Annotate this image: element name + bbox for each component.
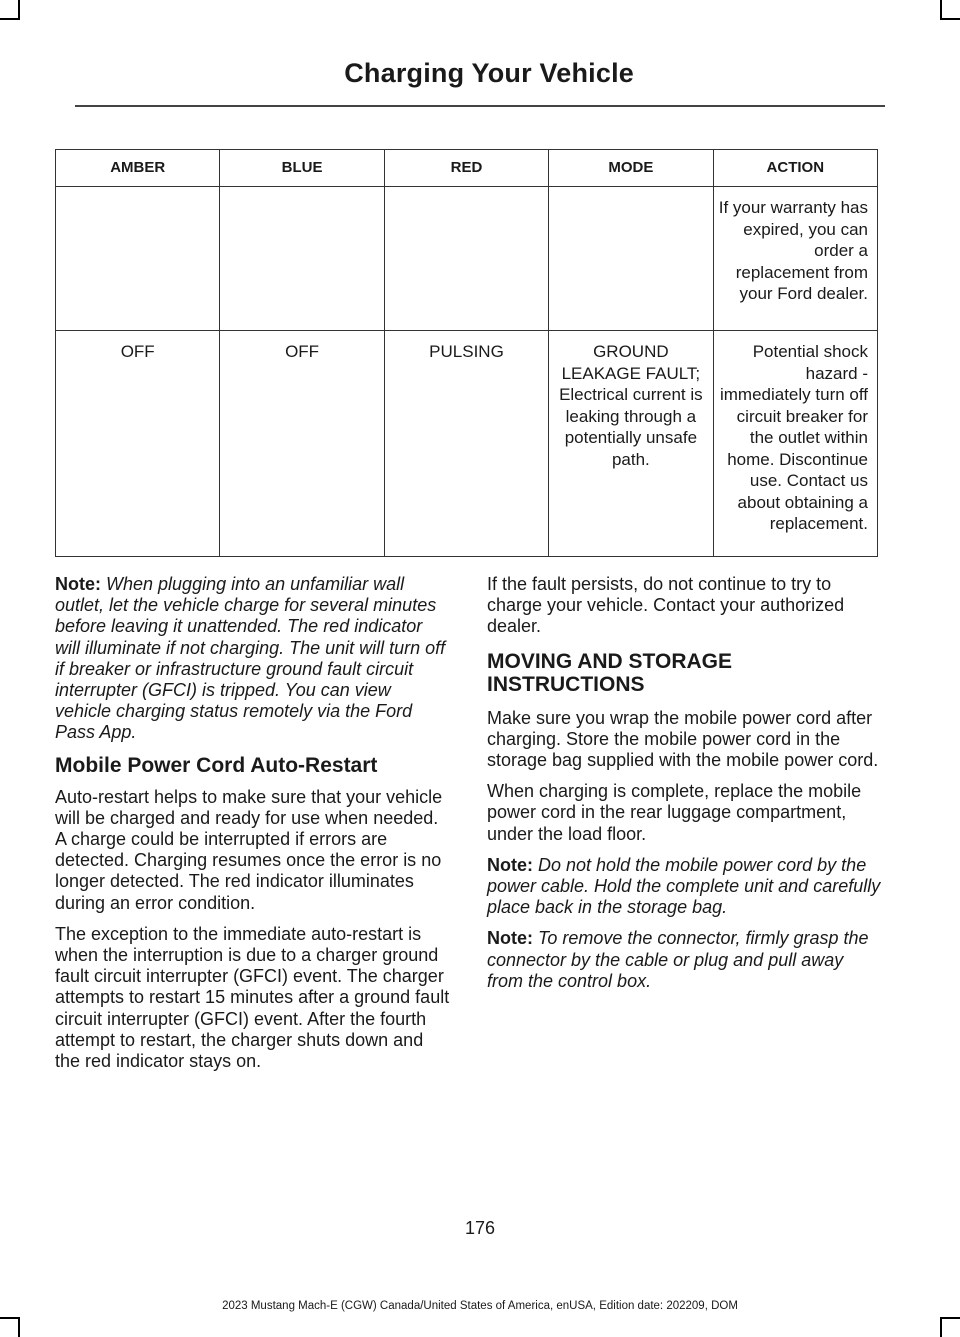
- cell-red: [384, 187, 548, 331]
- note-label: Note:: [55, 574, 101, 594]
- column-header-blue: BLUE: [220, 150, 384, 187]
- crop-mark: [940, 18, 960, 20]
- column-header-amber: AMBER: [56, 150, 220, 187]
- crop-mark: [18, 0, 20, 20]
- note-plugging: [55, 574, 450, 744]
- cell-red: PULSING: [384, 331, 548, 557]
- header-rule: [75, 105, 885, 107]
- left-column: [55, 574, 450, 1082]
- cell-mode: [549, 187, 713, 331]
- cell-blue: OFF: [220, 331, 384, 557]
- paragraph-wrap-cord: Make sure you wrap the mobile power cord after charging. Store the mobile power cord in the storage bag supplied with the mobile power cord.: [487, 707, 879, 771]
- table-row: [56, 187, 878, 331]
- table-header-row: [56, 150, 878, 187]
- indicator-table: [55, 149, 878, 557]
- crop-mark: [0, 18, 20, 20]
- section-heading-auto-restart: Mobile Power Cord Auto-Restart: [55, 753, 378, 777]
- note-text: Do not hold the mobile power cord by the power cable. Hold the complete unit and carefully place back in the storage bag.: [487, 854, 881, 918]
- footer-edition-info: 2023 Mustang Mach-E (CGW) Canada/United States of America, enUSA, Edition date: 202209, DOM: [222, 1300, 738, 1312]
- note-label: Note:: [487, 854, 533, 875]
- cell-amber: [56, 187, 220, 331]
- right-column: [487, 574, 882, 1002]
- column-header-mode: MODE: [549, 150, 713, 187]
- table-row: [56, 331, 878, 557]
- cell-amber: OFF: [56, 331, 220, 557]
- paragraph-fault-persists: If the fault persists, do not continue to try to charge your vehicle. Contact your authorized dealer.: [487, 574, 845, 637]
- page-number: 176: [464, 1218, 496, 1238]
- crop-mark: [940, 1317, 960, 1319]
- page-title: Charging Your Vehicle: [344, 58, 634, 88]
- note-hold-cord: [487, 855, 882, 919]
- column-header-action: ACTION: [713, 150, 877, 187]
- cell-blue: [220, 187, 384, 331]
- cell-action: Potential shock hazard - immediately turn off circuit breaker for the outlet within home. Discontinue use. Contact us about obtaining a replacement.: [713, 331, 877, 557]
- column-header-red: RED: [384, 150, 548, 187]
- note-remove-connector: [487, 928, 882, 992]
- note-label: Note:: [487, 928, 533, 949]
- paragraph-gfci-exception: The exception to the immediate auto-restart is when the interruption is due to a charger ground fault circuit interrupter (GFCI) event. The charger attempts to restart 15 minutes after a ground fault circuit interrupter (GFCI) event. After the fourth attempt to restart, the charger shuts down and the red indicator stays on.: [55, 923, 450, 1072]
- paragraph-auto-restart: Auto-restart helps to make sure that your vehicle will be charged and ready for use when needed. A charge could be interrupted if errors are detected. Charging resumes once the error is no longer detected. The red indicator illuminates during an error condition.: [55, 786, 443, 913]
- cell-mode: GROUND LEAKAGE FAULT; Electrical current is leaking through a potentially unsafe path.: [549, 331, 713, 557]
- note-text: When plugging into an unfamiliar wall outlet, let the vehicle charge for several minutes before leaving it unattended. The red indicator will illuminate if not charging. The unit will turn off if breaker or infrastructure ground fault circuit interrupter (GFCI) is tripped. You can view vehicle charging status remotely via the Ford Pass App.: [55, 574, 446, 743]
- section-heading-moving-storage: MOVING AND STORAGE INSTRUCTIONS: [487, 649, 733, 696]
- crop-mark: [18, 1317, 20, 1337]
- crop-mark: [0, 1317, 20, 1319]
- crop-mark: [940, 1317, 942, 1337]
- crop-mark: [940, 0, 942, 20]
- note-text: To remove the connector, firmly grasp the connector by the cable or plug and pull away from the control box.: [487, 928, 869, 991]
- paragraph-replace-cord: When charging is complete, replace the mobile power cord in the rear luggage compartment, under the load floor.: [487, 781, 862, 844]
- cell-action: If your warranty has expired, you can order a replacement from your Ford dealer.: [713, 187, 877, 331]
